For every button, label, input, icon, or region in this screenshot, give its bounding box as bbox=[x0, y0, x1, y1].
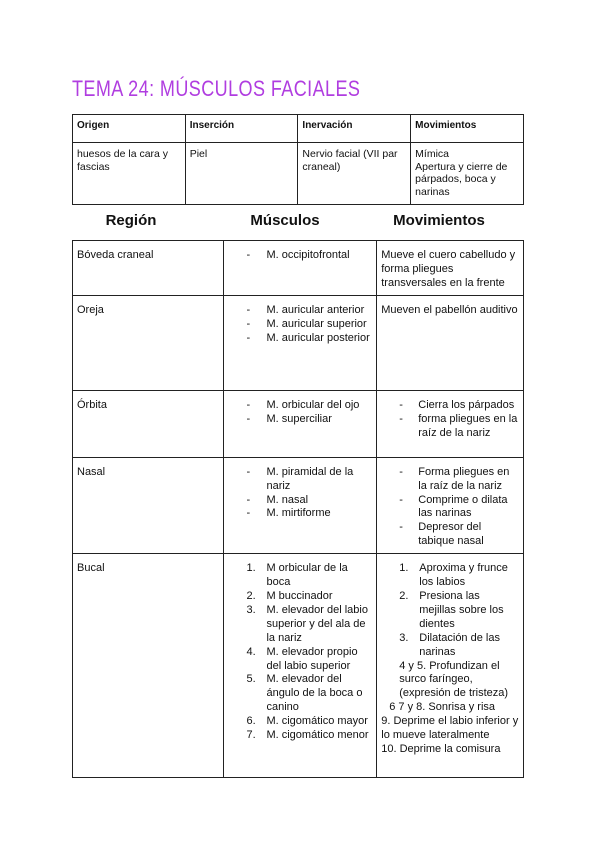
summary-data-row bbox=[73, 143, 524, 205]
table-row bbox=[73, 390, 524, 457]
table-row bbox=[73, 457, 524, 553]
muscles-table bbox=[72, 240, 524, 778]
movements-cell bbox=[377, 457, 524, 553]
item-text: M. elevador del ángulo de la boca o canino bbox=[266, 673, 363, 714]
list-item bbox=[381, 632, 519, 660]
movements-cell: Mueven el pabellón auditivo bbox=[377, 295, 524, 390]
item-number: 4. bbox=[246, 645, 256, 658]
list-item: - forma pliegues en la raíz de la nariz bbox=[381, 413, 519, 441]
movements-list bbox=[381, 399, 519, 441]
item-number: 1. bbox=[246, 562, 256, 575]
movements-extra-line: 10. Deprime la comisura bbox=[381, 742, 501, 755]
item-text: M. cigomático menor bbox=[266, 729, 369, 742]
list-item bbox=[228, 673, 372, 715]
list-item: - Depresor del tabique nasal bbox=[381, 521, 519, 549]
header-insercion: Inserción bbox=[185, 115, 298, 143]
item-text: M. elevador propio del labio superior bbox=[266, 645, 358, 672]
cell-origen: huesos de la cara y fascias bbox=[73, 143, 186, 205]
muscles-list bbox=[228, 304, 372, 346]
heading-musculos: Músculos bbox=[250, 212, 320, 229]
item-text: M orbicular de la boca bbox=[266, 562, 348, 589]
movements-list bbox=[381, 562, 519, 659]
list-item: - Forma pliegues en la raíz de la nariz bbox=[381, 466, 519, 494]
list-item: - M. nasal bbox=[228, 494, 372, 508]
movements-extra-line: 4 y 5. Profundizan el surco faríngeo, (expresión de tristeza) bbox=[399, 659, 509, 700]
heading-region: Región bbox=[105, 212, 157, 229]
muscles-cell bbox=[224, 390, 377, 457]
list-item bbox=[228, 604, 372, 646]
item-number: 3. bbox=[399, 631, 409, 644]
list-item: - M. superciliar bbox=[228, 413, 372, 427]
movimientos-line-2: Apertura y cierre de párpados, boca y narinas bbox=[415, 160, 508, 198]
list-item: - M. auricular posterior bbox=[228, 332, 372, 346]
muscles-cell bbox=[224, 241, 377, 296]
item-number: 5. bbox=[246, 673, 256, 686]
item-number: 7. bbox=[246, 729, 256, 742]
list-item: - M. mirtiforme bbox=[228, 507, 372, 521]
region-cell: Órbita bbox=[73, 390, 224, 457]
list-item bbox=[228, 646, 372, 674]
heading-movimientos: Movimientos bbox=[393, 212, 485, 229]
movements-extra-line: 6 7 y 8. Sonrisa y risa bbox=[389, 701, 496, 714]
item-number: 2. bbox=[246, 589, 256, 602]
movimientos-line-1: Mímica bbox=[415, 148, 450, 160]
list-item: - M. piramidal de la nariz bbox=[228, 466, 372, 494]
table-row bbox=[73, 554, 524, 778]
movements-extra-line: 9. Deprime el labio inferior y lo mueve lateralmente bbox=[381, 715, 519, 742]
list-item: - M. auricular superior bbox=[228, 318, 372, 332]
header-movimientos: Movimientos bbox=[411, 115, 524, 143]
cell-insercion: Piel bbox=[185, 143, 298, 205]
movements-cell: Mueve el cuero cabelludo y forma pliegues transversales en la frente bbox=[377, 241, 524, 296]
header-inervacion: Inervación bbox=[298, 115, 411, 143]
item-number: 1. bbox=[399, 562, 409, 575]
region-cell: Oreja bbox=[73, 295, 224, 390]
muscles-list bbox=[228, 249, 372, 263]
item-number: 6. bbox=[246, 715, 256, 728]
table-row bbox=[73, 241, 524, 296]
list-item: - Cierra los párpados bbox=[381, 399, 519, 413]
item-text: M. elevador del labio superior y del ala de la nariz bbox=[266, 603, 368, 644]
region-cell: Bóveda craneal bbox=[73, 241, 224, 296]
list-item: - M. auricular anterior bbox=[228, 304, 372, 318]
list-item: - Comprime o dilata las narinas bbox=[381, 494, 519, 522]
item-text: M buccinador bbox=[266, 589, 333, 602]
region-cell: Nasal bbox=[73, 457, 224, 553]
page-title: TEMA 24: MÚSCULOS FACIALES bbox=[72, 76, 361, 101]
muscles-cell bbox=[224, 554, 377, 778]
summary-table bbox=[72, 114, 524, 205]
header-origen: Origen bbox=[73, 115, 186, 143]
item-text: Presiona las mejillas sobre los dientes bbox=[419, 589, 504, 630]
muscles-list bbox=[228, 466, 372, 522]
list-item bbox=[381, 562, 519, 590]
list-item: - M. occipitofrontal bbox=[228, 249, 372, 263]
list-item: - M. orbicular del ojo bbox=[228, 399, 372, 413]
list-item bbox=[381, 590, 519, 632]
list-item bbox=[228, 590, 372, 604]
summary-header-row bbox=[73, 115, 524, 143]
list-item bbox=[228, 715, 372, 729]
cell-inervacion: Nervio facial (VII par craneal) bbox=[298, 143, 411, 205]
item-number: 2. bbox=[399, 589, 409, 602]
list-item bbox=[228, 729, 372, 743]
movements-list bbox=[381, 466, 519, 549]
item-text: Aproxima y frunce los labios bbox=[419, 562, 508, 589]
muscles-cell bbox=[224, 457, 377, 553]
table-row bbox=[73, 295, 524, 390]
muscles-list bbox=[228, 399, 372, 427]
item-text: Dilatación de las narinas bbox=[419, 631, 500, 658]
muscles-list bbox=[228, 562, 372, 743]
muscles-cell bbox=[224, 295, 377, 390]
movements-cell bbox=[377, 390, 524, 457]
region-cell: Bucal bbox=[73, 554, 224, 778]
item-number: 3. bbox=[246, 603, 256, 616]
movements-cell bbox=[377, 554, 524, 778]
cell-movimientos bbox=[411, 143, 524, 205]
item-text: M. cigomático mayor bbox=[266, 715, 368, 728]
list-item bbox=[228, 562, 372, 590]
